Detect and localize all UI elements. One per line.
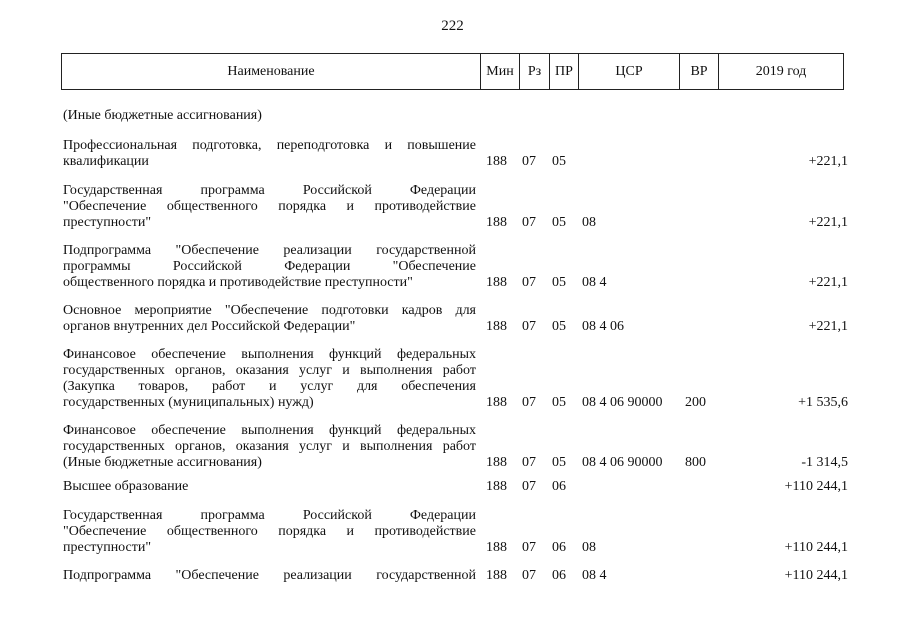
row-pr: 05 <box>552 395 566 410</box>
row-amount: -1 314,5 <box>801 455 848 470</box>
row-name-line: преступности" <box>63 215 152 230</box>
row-rz: 07 <box>522 395 536 410</box>
row-csr: 08 4 06 <box>582 319 624 334</box>
row-rz: 07 <box>522 540 536 555</box>
row-name <box>63 508 476 556</box>
row-pr: 06 <box>552 568 566 583</box>
row-name-line: (Иные бюджетные ассигнования) <box>63 108 262 123</box>
row-min: 188 <box>486 568 507 583</box>
row-rz: 07 <box>522 319 536 334</box>
table-row <box>63 108 848 124</box>
row-name-line: Подпрограмма "Обеспечение реализации государственной <box>63 568 476 583</box>
row-name-line: Финансовое обеспечение выполнения функций федеральных <box>63 347 476 362</box>
table-row <box>63 508 848 556</box>
row-name <box>63 243 476 291</box>
row-name-line: (Закупка товаров, работ и услуг для обеспечения <box>63 379 476 394</box>
row-pr: 05 <box>552 455 566 470</box>
table-row <box>63 303 848 335</box>
row-min: 188 <box>486 455 507 470</box>
row-name <box>63 423 476 471</box>
row-min: 188 <box>486 319 507 334</box>
row-name <box>63 479 476 495</box>
table-row <box>63 479 848 495</box>
row-name-line: Государственная программа Российской Федерации <box>63 508 476 523</box>
table-row <box>63 243 848 291</box>
header-year: 2019 год <box>718 54 843 89</box>
row-name-line: "Обеспечение общественного порядка и противодействие <box>63 524 476 539</box>
row-name-line: государственных органов, оказания услуг и выполнения работ <box>63 439 476 454</box>
row-rz: 07 <box>522 275 536 290</box>
row-pr: 05 <box>552 319 566 334</box>
row-min: 188 <box>486 540 507 555</box>
row-name <box>63 347 476 411</box>
row-name-line: программы Российской Федерации "Обеспечение <box>63 259 476 274</box>
page-number: 222 <box>441 18 464 34</box>
row-amount: +221,1 <box>808 319 848 334</box>
row-rz: 07 <box>522 568 536 583</box>
header-name: Наименование <box>227 63 315 79</box>
row-rz: 07 <box>522 455 536 470</box>
row-min: 188 <box>486 395 507 410</box>
row-vr: 200 <box>685 395 706 410</box>
row-pr: 05 <box>552 215 566 230</box>
table-header <box>61 53 844 90</box>
row-csr: 08 4 <box>582 275 607 290</box>
row-min: 188 <box>486 154 507 169</box>
row-min: 188 <box>486 479 507 494</box>
row-name-line: (Иные бюджетные ассигнования) <box>63 455 262 470</box>
row-name <box>63 108 476 124</box>
table-row <box>63 138 848 170</box>
table-row <box>63 183 848 231</box>
table-row <box>63 347 848 411</box>
header-csr: ЦСР <box>578 54 679 89</box>
row-rz: 07 <box>522 154 536 169</box>
row-amount: +221,1 <box>808 275 848 290</box>
row-name-line: государственных органов, оказания услуг и выполнения работ <box>63 363 476 378</box>
row-csr: 08 4 <box>582 568 607 583</box>
row-min: 188 <box>486 275 507 290</box>
row-name-line: Финансовое обеспечение выполнения функций федеральных <box>63 423 476 438</box>
row-name-line: общественного порядка и противодействие преступности" <box>63 275 413 290</box>
row-name-line: Профессиональная подготовка, переподготовка и повышение <box>63 138 476 153</box>
row-pr: 05 <box>552 275 566 290</box>
row-name-line: Высшее образование <box>63 479 189 494</box>
row-amount: +1 535,6 <box>798 395 848 410</box>
row-rz: 07 <box>522 479 536 494</box>
row-name <box>63 183 476 231</box>
row-csr: 08 <box>582 215 596 230</box>
row-name <box>63 303 476 335</box>
row-amount: +221,1 <box>808 215 848 230</box>
row-name-line: преступности" <box>63 540 152 555</box>
row-csr: 08 <box>582 540 596 555</box>
row-min: 188 <box>486 215 507 230</box>
row-rz: 07 <box>522 215 536 230</box>
table-row <box>63 568 848 584</box>
row-name-line: "Обеспечение общественного порядка и противодействие <box>63 199 476 214</box>
header-rz: Рз <box>519 54 549 89</box>
row-name-line: Основное мероприятие "Обеспечение подготовки кадров для <box>63 303 476 318</box>
row-amount: +221,1 <box>808 154 848 169</box>
row-vr: 800 <box>685 455 706 470</box>
row-name-line: органов внутренних дел Российской Федерации" <box>63 319 356 334</box>
row-pr: 05 <box>552 154 566 169</box>
row-name-line: государственных (муниципальных) нужд) <box>63 395 314 410</box>
row-amount: +110 244,1 <box>784 479 848 494</box>
header-min: Мин <box>480 54 519 89</box>
table-row <box>63 423 848 471</box>
header-vr: ВР <box>679 54 718 89</box>
row-csr: 08 4 06 90000 <box>582 455 663 470</box>
row-amount: +110 244,1 <box>784 540 848 555</box>
row-csr: 08 4 06 90000 <box>582 395 663 410</box>
header-pr: ПР <box>549 54 578 89</box>
row-name-line: Государственная программа Российской Федерации <box>63 183 476 198</box>
row-name-line: квалификации <box>63 154 149 169</box>
row-pr: 06 <box>552 479 566 494</box>
row-name-line: Подпрограмма "Обеспечение реализации государственной <box>63 243 476 258</box>
table-body <box>63 96 848 584</box>
row-pr: 06 <box>552 540 566 555</box>
row-amount: +110 244,1 <box>784 568 848 583</box>
row-name <box>63 568 476 584</box>
row-name <box>63 138 476 170</box>
